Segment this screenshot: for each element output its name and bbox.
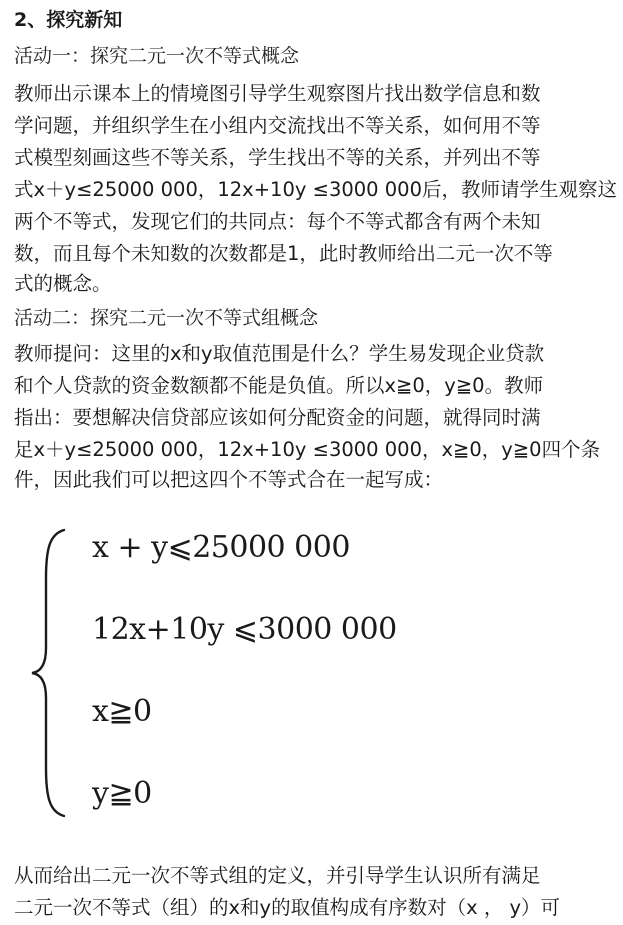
activity1-heading: 活动一：探究二元一次不等式概念 (14, 45, 300, 67)
activity1-line: 学问题，并组织学生在小组内交流找出不等关系，如何用不等 (14, 114, 541, 137)
activity2-heading: 活动二：探究二元一次不等式组概念 (14, 307, 319, 329)
activity2-line: 足x＋y≤25000 000，12x+10y ≤3000 000，x≧0，y≧0四个条 (14, 438, 601, 461)
activity1-line: 数，而且每个未知数的次数都是1，此时教师给出二元一次不等 (14, 242, 553, 265)
activity2-line: 教师提问：这里的x和y取值范围是什么？学生易发现企业贷款 (14, 342, 545, 365)
activity1-line: 教师出示课本上的情境图引导学生观察图片找出数学信息和数 (14, 82, 541, 105)
left-brace (30, 528, 70, 818)
activity1-line: 式x＋y≤25000 000，12x+10y ≤3000 000后，教师请学生观察这 (14, 178, 617, 201)
formula-row: y≧0 (92, 776, 152, 811)
conclusion-line: 从而给出二元一次不等式组的定义，并引导学生认识所有满足 (14, 864, 541, 887)
formula-row: x≧0 (92, 694, 152, 729)
activity2-line: 件，因此我们可以把这四个不等式合在一起写成： (14, 468, 444, 491)
activity2-line: 和个人贷款的资金数额都不能是负值。所以x≧0，y≧0。教师 (14, 374, 544, 397)
section-title: 2、探究新知 (14, 9, 123, 31)
formula-row: x + y⩽25000 000 (92, 530, 350, 565)
activity2-line: 指出：要想解决信贷部应该如何分配资金的问题，就得同时满 (14, 406, 541, 429)
activity1-line: 式模型刻画这些不等关系，学生找出不等的关系，并列出不等 (14, 146, 541, 169)
activity1-line: 两个不等式，发现它们的共同点：每个不等式都含有两个未知 (14, 210, 541, 233)
conclusion-line: 二元一次不等式（组）的x和y的取值构成有序数对（x ， y）可 (14, 896, 561, 919)
activity1-line: 式的概念。 (14, 272, 112, 295)
formula-row: 12x+10y ⩽3000 000 (92, 612, 397, 647)
